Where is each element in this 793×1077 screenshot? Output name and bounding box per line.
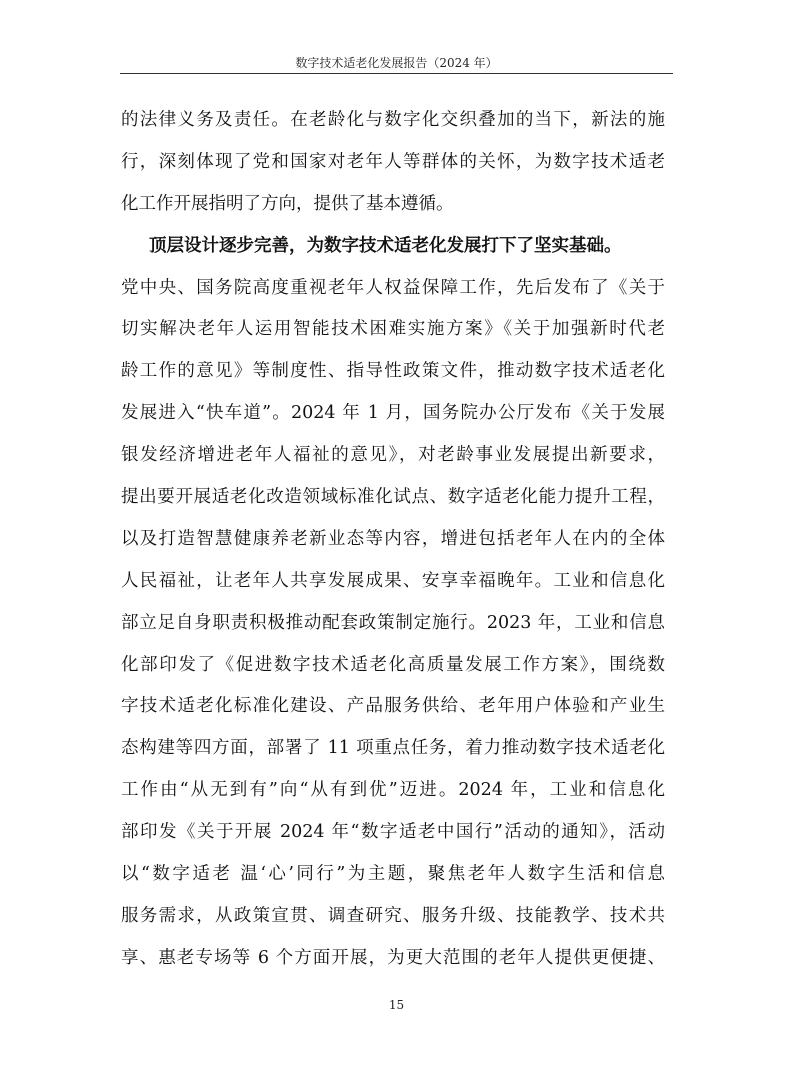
- text-line: 以“数字适老 温‘心’同行”为主题，聚焦老年人数字生活和信息: [121, 864, 665, 885]
- text-line: 提出要开展适老化改造领域标准化试点、数字适老化能力提升工程，: [121, 487, 665, 508]
- text-line: 态构建等四方面，部署了 11 项重点任务，着力推动数字技术适老化: [121, 738, 665, 759]
- text-line: 人民福祉，让老年人共享发展成果、安享幸福晚年。工业和信息化: [121, 570, 665, 591]
- text-line: 发展进入“快车道”。2024 年 1 月，国务院办公厅发布《关于发展: [121, 403, 665, 424]
- text-line: 的法律义务及责任。在老龄化与数字化交织叠加的当下，新法的施: [121, 110, 665, 130]
- running-header: 数字技术适老化发展报告（2024 年）: [295, 56, 498, 70]
- text-line: 银发经济增进老年人福祉的意见》，对老龄事业发展提出新要求，: [121, 445, 665, 466]
- text-line: 工作由“从无到有”向“从有到优”迈进。2024 年，工业和信息化: [121, 780, 665, 801]
- text-line: 化部印发了《促进数字技术适老化高质量发展工作方案》，围绕数: [121, 654, 665, 675]
- text-line: 以及打造智慧健康养老新业态等内容，增进包括老年人在内的全体: [121, 528, 665, 549]
- section-lead-heading: 顶层设计逐步完善，为数字技术适老化发展打下了坚实基础。: [149, 235, 622, 256]
- body-text: [121, 100, 665, 980]
- header-divider: [120, 73, 673, 74]
- text-line: 字技术适老化标准化建设、产品服务供给、老年用户体验和产业生: [121, 696, 665, 717]
- text-line: 行，深刻体现了党和国家对老年人等群体的关怀，为数字技术适老: [121, 151, 665, 172]
- text-line: 部立足自身职责积极推动配套政策制定施行。2023 年，工业和信息: [121, 612, 665, 633]
- text-line: 部印发《关于开展 2024 年“数字适老中国行”活动的通知》，活动: [121, 822, 665, 843]
- text-line: 化工作开展指明了方向，提供了基本遵循。: [121, 193, 454, 214]
- page-number: 15: [388, 998, 405, 1012]
- text-line: 享、惠老专场等 6 个方面开展，为更大范围的老年人提供更便捷、: [121, 947, 665, 968]
- text-line: 党中央、国务院高度重视老年人权益保障工作，先后发布了《关于: [121, 277, 665, 298]
- text-line: 服务需求，从政策宣贯、调查研究、服务升级、技能教学、技术共: [121, 905, 665, 926]
- text-line: 切实解决老年人运用智能技术困难实施方案》《关于加强新时代老: [121, 319, 665, 340]
- text-line: 龄工作的意见》等制度性、指导性政策文件，推动数字技术适老化: [121, 361, 665, 382]
